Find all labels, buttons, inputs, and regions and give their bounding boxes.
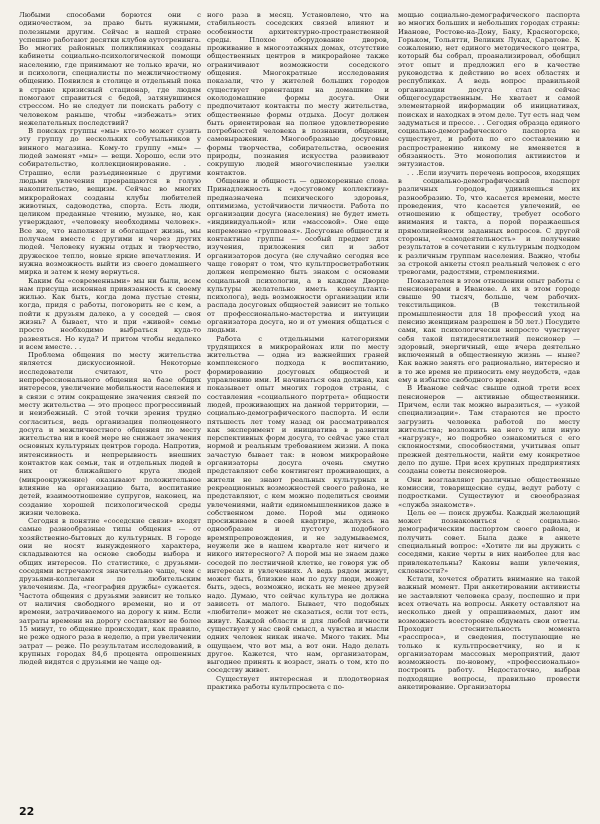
paragraph: Проблема общения по месту жительства является дискуссионной. Некоторые исследователи считают, что рост непрофессионального общения на базе общих интересов, увеличение мобильности населения и в связи с этим сокращение значения связей по месту жительства — это процесс прогрессивный и неизбежный. С этой точки зрения трудно согласиться, ведь организация полноценного досуга и межличностного общения по месту жительства ни в коей мере не снижает значения основных культурных центров города. Напротив, интенсивность и непрерывность внешних контактов как семьи, так и отдельных людей в них от ближайшего круга людей (микроокружение) оказывают положительное влияние на организацию быта, воспитание детей, взаимоотношение супругов, наконец, на создание хорошей психологической среды жизни человека. bbox=[19, 351, 201, 517]
paragraph: Они возглавляют различные общественные комиссии, товарищеские суды, ведут работу с подростками. Существуют и своеобразная «служба знакомств». bbox=[398, 475, 580, 509]
paragraph: Показателен в этом отношении опыт работы с пенсионерами в Иванове. А их в этом городе свыше 90 тысяч, больше, чем рабочих-текстильщиков. (В текстильной промышленности для 18 профессий уход на пенсию женщинам разрешен в 50 лет.) Посудите сами, как психологически непросто чувствует себя такой пятидесятилетний пенсионер — здоровый, энергичный, еще вчера деятельно включенный в общественную жизнь — ныне? Как важно занять его рационально, интересно и в то же время не приносить ему неудобств, «дав ему в избытке свободного время. bbox=[398, 276, 580, 385]
paragraph: Работа с отдельными категориями трудящихся в микрорайонах или по месту жительства — одна из важнейших граней комплексного подхода к воспитанию, формированию досуговых общностей и управлению ими. И начинаться она должна, как показывает опыт многих городов страны, с составления «социального портрета» общности людей, проживающих на данной территории, — социально-демографического паспорта. И если пятьшесть лет тому назад он рассматривался как эксперимент и инициатива в развитии перспективных форм досуга, то сейчас уже стал нормой и реальным требованием жизни. А пока зачастую бывает так: в новом микрорайоне организаторы досуга очень смутно представляют себе контингент проживающих, а жители не знают реальных культурных и рекреационных возможностей своего района, не представляют, с кем можно поделиться своими увлечениями, найти единомышленников даже в собственном доме. Порой мы одиноко просиживаем в своей квартире, жалуясь на однообразие и пустоту подобного времяпрепровождения, и не задумываемся, неужели же в нашем квартале нет ничего и никого интересного? А порой мы не знаем даже соседей по лестничной клетке, не говоря уж об интересах и увлечениях. А ведь рядом живут, может быть, близкие нам по духу люди, может быть, здесь, возможно, искать не менее друзей надо. Думаю, что сейчас культура не должна зависеть от малого. Бывает, что подобных «любители» может не сказаться, если тот есть, живут. Каждой области и для любой личности существует у нас свой смысл, а чувства и мысли одних человек никак иначе. Много таких. Мы ощущаем, что вот мы, а вот они. Надо делать другое. Кажется, что нам, организаторам, выгоднее принять к возраст, знать о том, кто по соседству живет. bbox=[207, 334, 389, 675]
paragraph: . . .Если изучить перечень вопросов, входящих в социально-демографический паспорт различных городов, удивляешься их разнообразию. То, что касается времени, месте проведения, что касается увлечений, ее отношению к обществу, требует особого внимания и такта, а порой поражаешься прямолинейности заданных вопросов. С другой стороны, «самодеятельность» и получение результатов в сочетании с культурным подходом к различным группам населения. Важно, чтобы за строкой анкеты стоял реальный человек с его тревогами, радостями, стремлениями. bbox=[398, 168, 580, 277]
paragraph: Каким бы «современными» мы ни были, всем нам присуща исконная привязанность к своему жилью. Как быть, когда дома пустые стены, когда, придя с работы, поговорить не с кем, а пойти к друзьям далеко, а у соседей — своя жизнь? А бывает, что и при «живой» семье просто необходимо выбраться куда-то развеяться. Но куда? И притом чтобы недалеко и всем вместе. . . bbox=[19, 276, 201, 351]
text-column-2 bbox=[207, 11, 389, 811]
paragraph: Общение и общность — однокоренные слова. Принадлежность к «досуговому коллективу» предназначена психического здоровья, оптимизма, устойчивости личности. Работа по организации досуга (населения) не будет иметь «индивидуальной» или «массовой». Оне еще непременно «групповая». Досуговые общности и контактные группы — особый предмет для изучения, приложения сил и забот организаторов досуга (не случайно сегодня все чаще говорят о том, что культпросветработник должен непременно быть знаком с основами социальной психологии, а в каждом Дворце культуры желательно иметь консультанта-психолога), ведь возможности организации или распада досуговых общностей зависит не только от профессионально-мастерства и интуиции организатора досуга, но и от умения общаться с людьми. bbox=[207, 176, 389, 335]
paragraph: В Иванове сейчас свыше одной трети всех пенсионеров — активные общественники. Причем, если так можно выразиться, — «узкой специализации». Там стараются не просто загрузить человека работой по месту жительства; возложить на него ту или иную «нагрузку», но подробно ознакомиться с его склонностями, способностями, учитывая опыт прежней деятельности, найти ему конкретное дело по душе. При всех крупных предприятиях созданы советы пенсионеров. bbox=[398, 384, 580, 476]
paragraph: Любыми способами борются они с одиночеством, за право быть нужными, полезными другим. Сейчас в нашей стране успешно работают десятки клубов аутотренинга. Во многих районных поликлиниках созданы кабинеты социально-психологической помощи населению, где принимают не только врачи, но и психологи, специалисты по межличностному общению. Появился в столице и отдельный пока в стране кризисный стационар, где людям помогают справиться с бедой, затянувшимся стрессом. Но не следует ли поискать работу с человеком раньше, чтобы «избежать» этих нежелательных последствий? bbox=[19, 11, 201, 127]
paragraph: Существует интересная и плодотворная практика работы культпросвета с по- bbox=[207, 674, 389, 692]
text-column-3 bbox=[398, 11, 580, 811]
page-number: 22 bbox=[19, 805, 35, 818]
text-column-1 bbox=[19, 11, 201, 811]
paragraph: ного раза в месяц. Установлено, что на стабильность соседских связей влияют и особенности архитектурно-пространственной среды. Плохое оборудование дворов, проживание в многоэтажных домах, отсутствие общественных центров в микрорайоне также ограничивают возможности соседского общения. Многократные исследования показали, что у жителей больших городов существует ориентация на домашние и околодомашние формы досуга. Они предпочитают контакты по месту жительства, общественные формы отдыха. Досуг должен быть ориентирован на полное удовлетворение потребностей человека в познании, общении, самовыражении. Многообразные досуговые формы творчества, собирательства, освоения природы, познания искусства развивают сокрушую людей многочисленные узелки контактов. bbox=[207, 11, 389, 177]
paragraph: Цель ее — поиск дружбы. Каждый желающий может познакомиться с социально-демографическим паспортом своего района, и получить совет. Была даже в анкете специальный вопрос: «Хотите ли вы дружить с соседями, какие черты в них наиболее для вас привлекательны? Каковы ваши увлечения, склонности?» bbox=[398, 508, 580, 575]
paragraph: Кстати, хочется обратить внимание на такой важный момент. При анкетировании активисты не заставляют человека сразу, поспешно и при всех отвечать на вопросы. Анкету оставляют на несколько дней у опрашиваемых, дают им возможность всесторонне обдумать свои ответы. Проходит стеснительность момента «расспроса», и сведения, поступающие не только к культпросветчику, но и к организаторам массовых мероприятий, дают возможность по-новому, «профессионально» построить работу. Недостаточно, выбрав подходящие вопросы, правильно провести анкетирование. Организаторы bbox=[398, 575, 580, 692]
paragraph: В поисках группы «мы» кто-то может сузить эту группу до нескольких собутыльников у винного магазина. Кому-то группу «мы» — людей заменят «мы» — вещи. Хорошо, если это собирательство, коллекционирование. . . Страшно, если разъединенные с другими людьми увлечения превращаются в голую накопительство, вещизм. Сейчас во многих микрорайонах созданы клубы любителей животных, садоводства, спорта. Есть люди, целиком преданные чтению, музыке, но, как утверждают, «человеку необходимы человек». Все же, что наполняет и обогащает жизнь, мы получаем вместе с другими и через других людей. Человеку нужны отдых и творчество, дружеское тепло, новые яркие впечатления. И нужна возможность выйти из своего домашнего мирка и затем к нему вернуться. bbox=[19, 127, 201, 277]
paragraph: Сегодня в понятие «соседские связи» входят самые разнообразные типы общения — от хозяйственно-бытовых до культурных. В городе они не носят вынужденного характера, складываются на основе свободы выбора и общих интересов. По статистике, с друзьями-соседями встречаются значительно чаще, чем с друзьями-коллегами по любительским увлечениям. Да, «география дружбы» сужается. Частота общения с друзьями зависит не только от наличия свободного времени, но и от времени, затрачиваемого на дорогу к ним. Если затраты времени на дорогу составляют не более 15 минут, то общение происходит, как правило, не реже одного раза в неделю, а при увеличении затрат — реже. По результатам исследований, в крупных городах 84,6 процента опрошенных людей видятся с друзьями не чаще од- bbox=[19, 517, 201, 667]
paragraph: мощью социально-демографического паспорта во многих больших и небольших городах страны: Иванове, Ростове-на-Дону, Баку, Красногорске, Горьком, Тольятти, Великих Луках, Саратове. К сожалению, нет единого методического центра, который бы собрал, проанализировал, обобщил этот опыт и предложил его в качестве руководства к действию во всех областях и республиках. А ведь вопрос правильной организации досуга стал сейчас общегосударственным. Не хватает и самой элементарной информации об инициативах, поисках и находках в этом деле. Тут есть над чем задуматься и прессе. . . Сегодня образца единого социально-демографического паспорта не существует, и работа по его составлению и распространению никому не вменяется в обязанность. Это монополия активистов и энтузиастов. bbox=[398, 11, 580, 169]
